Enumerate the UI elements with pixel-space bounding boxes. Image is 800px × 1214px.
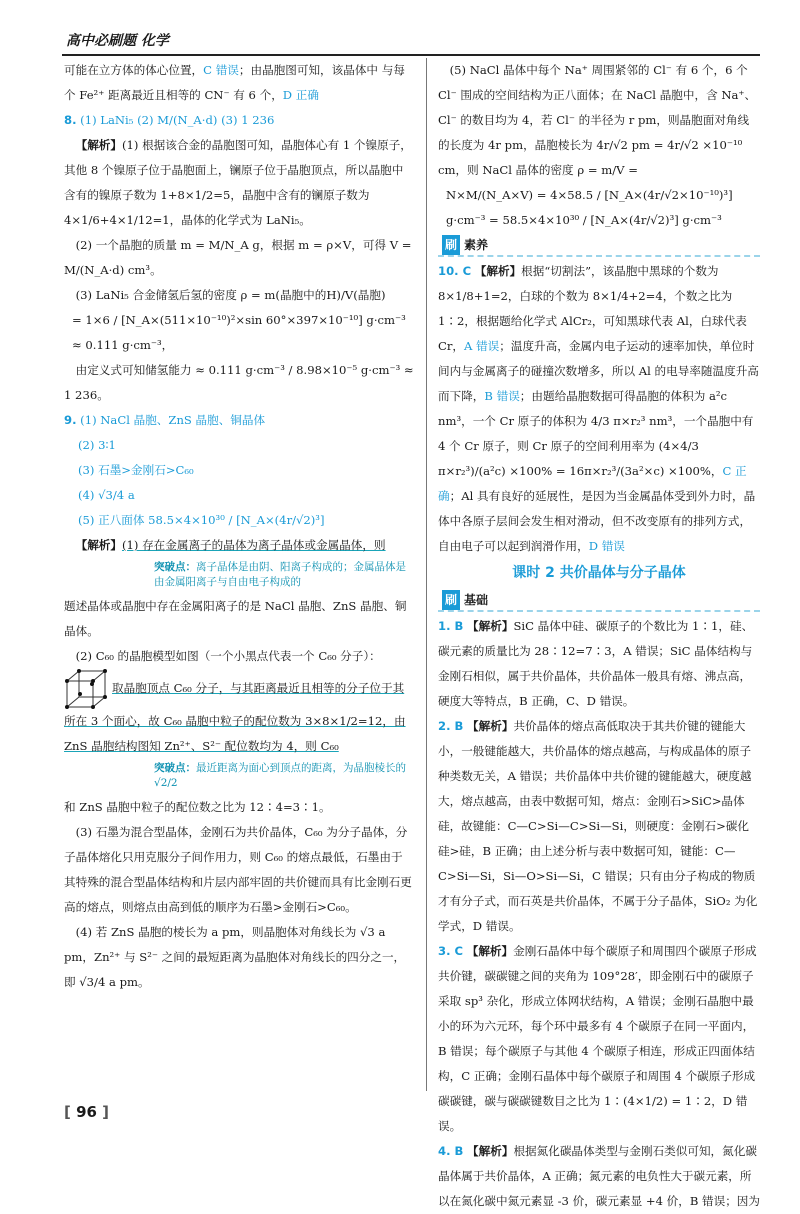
text: 取晶胞顶点 C₆₀ 分子，与其距离最近且相等的分子位于其所在 3 个面心，故 C₆₀ 晶胞中粒子的配位数为 3×8×1/2=12，由 ZnS 晶胞结构图知 Zn²⁺、S²⁻ 配位数均为 4，则 C₆₀ xyxy=(64,681,406,753)
section-tag xyxy=(438,590,492,610)
question-number: 1. B xyxy=(438,619,464,633)
section-suyang xyxy=(438,233,760,257)
text: ；温度升高，金属内电子运动的速率加快，单位时间内与金属离子的碰撞次数增多，所以 Al 的电导率随温度升高而下降， xyxy=(438,339,759,403)
q8-analysis-3: (3) LaNi₅ 合金储氢后氢的密度 ρ = m(晶胞中的H)/V(晶胞) xyxy=(75,288,386,302)
tip-text: 最近距离为面心到顶点的距离，为晶胞棱长的 √2/2 xyxy=(154,762,406,789)
analysis-label: 【解析】 xyxy=(75,138,122,152)
q9-analysis-5: (5) NaCl 晶体中每个 Na⁺ 周围紧邻的 Cl⁻ 有 6 个，6 个 Cl⁻ 围成的空间结构为正八面体；在 NaCl 晶胞中，含 Na⁺、Cl⁻ 的数目均为 4，若 Cl⁻ 的半径为 r pm，则晶胞面对角线的长度为 4r pm，晶胞棱长为 4r/√2 pm = 4r/√2 ×10⁻¹⁰ cm，则 NaCl 晶体的密度 ρ = m/V = xyxy=(438,63,757,177)
text: 根据“切割法”，该晶胞中黑球的个数为 8×1/8+1=2，白球的个数为 8×1/4+2=4，个数之比为 1∶2，根据题给化学式 AlCr₂，可知黑球代表 Al，白球代表 Cr， xyxy=(438,264,747,353)
q8-analysis-1 xyxy=(64,133,414,233)
page-number: [ 96 ] xyxy=(64,1103,110,1121)
tip-text: 离子晶体是由阴、阳离子构成的；金属晶体是由金属阳离子与自由电子构成的 xyxy=(154,561,406,588)
text: ；由题给晶胞数据可得晶胞的体积为 a²c nm³，一个 Cr 原子的体积为 4/3 π×r₂³ nm³，一个晶胞中有 4 个 Cr 原子，则 Cr 原子的空间利用率为 (4×4/3 π×r₂³)/(a²c) ×100% = 16π×r₂³/(3a²×c) ×100%， xyxy=(438,389,754,478)
header-rule xyxy=(62,54,760,56)
question-number: 9. xyxy=(64,413,77,427)
analysis-label: 【解析】 xyxy=(467,619,514,633)
q9-analysis-2c: 和 ZnS 晶胞中粒子的配位数之比为 12∶4=3∶1。 xyxy=(64,800,331,814)
question-number: 2. B xyxy=(438,719,464,733)
answer-mark: D 正确 xyxy=(282,88,319,102)
q9-answer-4: (4) √3/4 a xyxy=(78,488,135,502)
q9-answer-5: (5) 正八面体 58.5×4×10³⁰ / [N_A×(4r/√2)³] xyxy=(78,513,325,527)
tip-box-2 xyxy=(64,761,414,791)
q3-analysis xyxy=(438,939,760,1139)
column-divider xyxy=(426,58,427,1091)
q8-analysis-4: 由定义式可知储氢能力 ≈ 0.111 g·cm⁻³ / 8.98×10⁻⁵ g·cm⁻³ ≈ 1 236。 xyxy=(64,363,414,402)
q8-formula: = 1×6 / [N_A×(511×10⁻¹⁰)²×sin 60°×397×10⁻¹⁰] g·cm⁻³ ≈ 0.111 g·cm⁻³， xyxy=(72,313,406,352)
q9-analysis-3: (3) 石墨为混合型晶体，金刚石为共价晶体，C₆₀ 为分子晶体，分子晶体熔化只用克服分子间作用力，则 C₆₀ 的熔点最低，石墨由于其特殊的混合型晶体结构和片层内部牢固的共价键而具有比金刚石更高的熔点，则熔点由高到低的顺序为石墨>金刚石>C₆₀。 xyxy=(64,825,412,914)
section-label: 素养 xyxy=(464,238,489,252)
answer-key: (1) NaCl 晶胞、ZnS 晶胞、铜晶体 xyxy=(80,413,266,427)
question-number: 8. xyxy=(64,113,77,127)
q9-analysis-1 xyxy=(64,533,414,558)
analysis-label: 【解析】 xyxy=(467,1144,514,1158)
answer-mark: D 错误 xyxy=(588,539,625,553)
q9-answer-2: (2) 3∶1 xyxy=(78,438,116,452)
q8-analysis-2: (2) 一个晶胞的质量 m = M/N_A g，根据 m = ρ×V，可得 V = M/(N_A·d) cm³。 xyxy=(64,238,412,277)
analysis-label: 【解析】 xyxy=(466,944,514,958)
q9-analysis-2b xyxy=(64,669,414,759)
section-badge: 刷 xyxy=(442,235,460,255)
answer-mark: B 错误 xyxy=(484,389,520,403)
question-number: 10. C xyxy=(438,264,472,278)
section-tag xyxy=(438,235,492,255)
continued-text xyxy=(64,58,414,108)
page-header: 高中必刷题 化学 xyxy=(66,33,169,49)
text: (1) 根据该合金的晶胞图可知，晶胞体心有 1 个镍原子，其他 8 个镍原子位于晶胞面上，镧原子位于晶胞顶点，所以晶胞中含有的镍原子数为 1+8×1/2=5，晶胞中含有的镧原子数为 4×1/6+4×1/12=1，晶体的化学式为 LaNi₅。 xyxy=(64,138,412,227)
q9-answer xyxy=(64,408,414,433)
q9-answer-3: (3) 石墨>金刚石>C₆₀ xyxy=(78,463,194,477)
q4-analysis xyxy=(438,1139,760,1214)
answer-key: (1) LaNi₅ (2) M/(N_A·d) (3) 1 236 xyxy=(80,113,275,127)
answer-mark: C 错误 xyxy=(203,63,239,77)
question-number: 3. C xyxy=(438,944,464,958)
text: 与每个 Fe²⁺ 距离最近且相等的 CN⁻ 有 6 个， xyxy=(64,63,405,102)
analysis-label: 【解析】 xyxy=(467,719,514,733)
question-number: 4. B xyxy=(438,1144,464,1158)
q9-analysis-4: (4) 若 ZnS 晶胞的棱长为 a pm，则晶胞体对角线长为 √3 a pm，Zn²⁺ 与 S²⁻ 之间的最短距离为晶胞体对角线长的四分之一，即 √3/4 a pm。 xyxy=(64,925,406,989)
text: SiC 晶体中硅、碳原子的个数比为 1∶1，硅、碳元素的质量比为 28∶12=7∶3，A 错误；SiC 晶体结构与金刚石相似，属于共价晶体，共价晶体一般具有熔、沸点高，硬度大等特点，B 正确，C、D 错误。 xyxy=(438,619,754,708)
text: 根据氮化碳晶体类型与金刚石类似可知，氮化碳晶体属于共价晶体，A 正确；氮元素的电负性大于碳元素，所以在氮化碳中氮元素显 -3 价，碳元素显 +4 价，B 错误；因为 xyxy=(438,1144,760,1208)
section-badge: 刷 xyxy=(442,590,460,610)
tip-label: 突破点： xyxy=(154,561,196,573)
right-column xyxy=(438,58,760,1214)
text: (1) 存在金属离子的晶体为离子晶体或金属晶体，则 xyxy=(121,538,386,552)
text: ；Al 具有良好的延展性，是因为当金属晶体受到外力时，晶体中各原子层间会发生相对滑动，但不改变原有的排列方式，自由电子可以起到润滑作用， xyxy=(438,489,756,553)
c60-cell-diagram-icon xyxy=(64,669,108,709)
text: 金刚石晶体中每个碳原子和周围四个碳原子形成共价键，碳碳键之间的夹角为 109°28′，即金刚石中的碳原子采取 sp³ 杂化，形成立体网状结构，A 错误；金刚石晶胞中最小的环为六元环，每个环中最多有 4 个碳原子在同一平面内，B 错误；每个碳原子与其他 4 个碳原子相连，形成正四面体结构，C 正确；金刚石晶体中每个碳原子和周围 4 个碳原子形成碳碳键，碳与碳碳键数目之比为 1∶(4×1/2) = 1∶2，D 错误。 xyxy=(438,944,757,1133)
q2-analysis xyxy=(438,714,760,939)
tip-box-1 xyxy=(64,560,414,590)
text: 可能在立方体的体心位置， xyxy=(64,63,204,77)
left-column xyxy=(64,58,414,995)
page-number-value: 96 xyxy=(76,1103,97,1121)
q9-analysis-1b: 题述晶体或晶胞中存在金属阳离子的是 NaCl 晶胞、ZnS 晶胞、铜晶体。 xyxy=(64,599,407,638)
q8-answer xyxy=(64,108,414,133)
text: ；由晶胞图可知，该晶体中 xyxy=(238,63,379,77)
q9-density-formula: N×M/(N_A×V) = 4×58.5 / [N_A×(4r/√2×10⁻¹⁰)³] g·cm⁻³ = 58.5×4×10³⁰ / [N_A×(4r/√2)³] g·cm⁻³ xyxy=(446,188,733,227)
lesson-title: 课时 2 共价晶体与分子晶体 xyxy=(512,565,686,581)
q10-analysis xyxy=(438,259,760,559)
answer-mark: A 错误 xyxy=(464,339,500,353)
q9-analysis-2: (2) C₆₀ 的晶胞模型如图（一个小黑点代表一个 C₆₀ 分子）： xyxy=(75,649,381,663)
text: 共价晶体的熔点高低取决于其共价键的键能大小，一般键能越大，共价晶体的熔点越高，与构成晶体的原子种类数无关，A 错误；共价晶体中共价键的键能越大，硬度越大，熔点越高，由表中数据可知，熔点：金刚石>SiC>晶体硅，故键能：C—C>Si—C>Si—Si，则硬度：金刚石>碳化硅>硅，B 正确；由上述分析与表中数据可知，键能：C—C>Si—Si，Si—O>Si—Si，C 错误；只有由分子构成的物质才有分子式，而石英是共价晶体，不属于分子晶体，SiO₂ 为化学式，D 错误。 xyxy=(438,719,758,933)
section-jichu xyxy=(438,588,760,612)
section-label: 基础 xyxy=(464,593,489,607)
answer-mark: C 正确 xyxy=(438,464,747,503)
analysis-label: 【解析】 xyxy=(474,264,522,278)
q1-analysis xyxy=(438,614,760,714)
analysis-label: 【解析】 xyxy=(75,538,122,552)
tip-label: 突破点： xyxy=(154,762,196,774)
